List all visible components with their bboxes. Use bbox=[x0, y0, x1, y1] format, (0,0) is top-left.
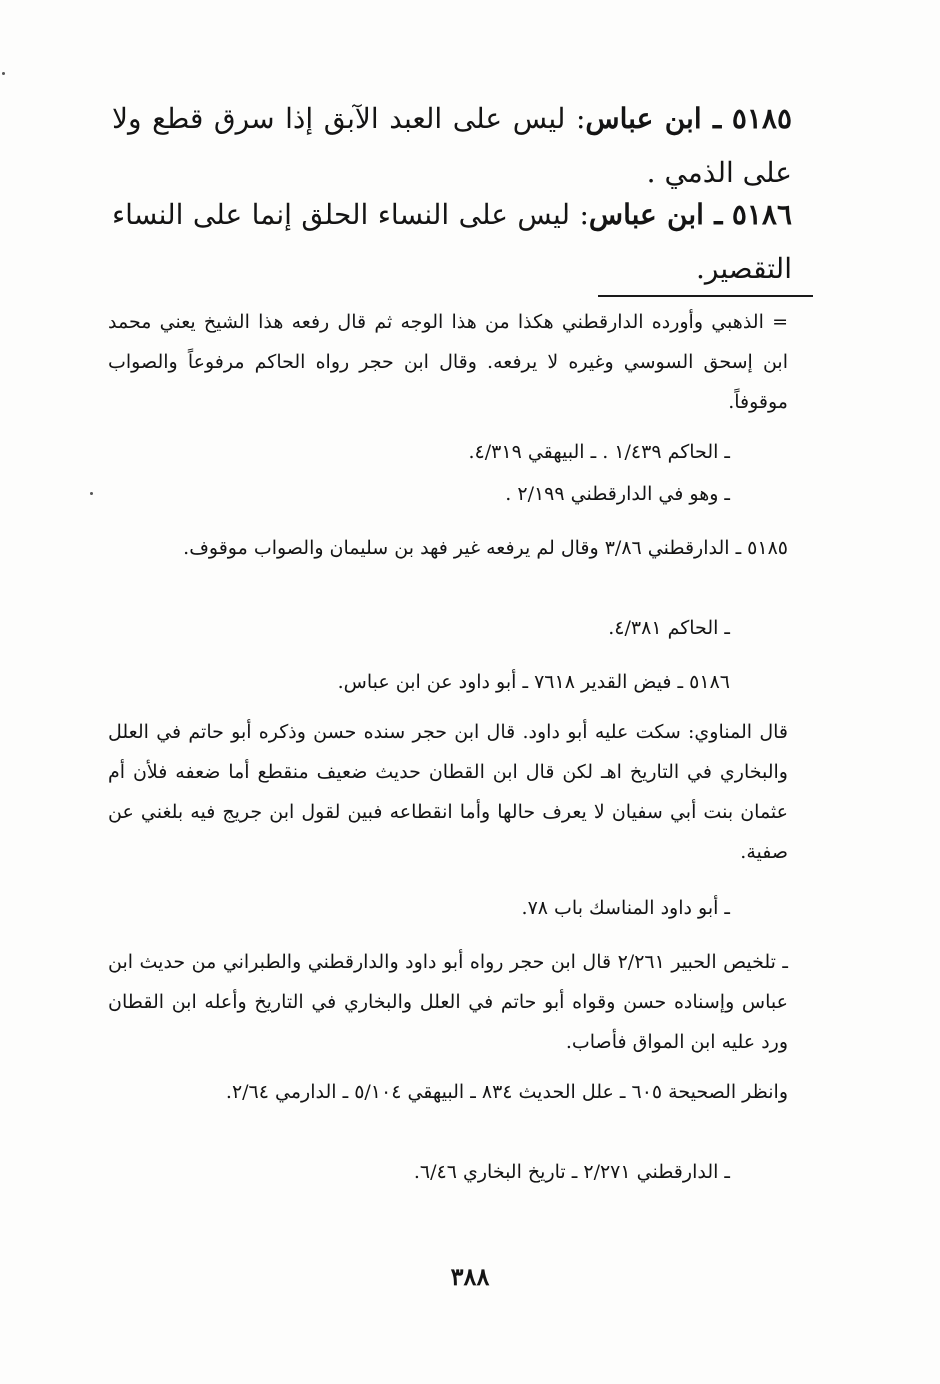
footnote-talkhis: ـ تلخيص الحبير ٢/٢٦١ قال ابن حجر رواه أبو داود والدارقطني والطبراني من حديث ابن عباس وإسناده حسن وقواه أبو حاتم في العلل والبخاري في التاريخ وأعله ابن القطان ورد عليه ابن المواق فأصاب. bbox=[108, 951, 788, 1053]
footnote-separator-rule bbox=[598, 295, 813, 297]
hadith-5185 bbox=[112, 92, 792, 200]
footnote-continuation: = الذهبي وأورده الدارقطني هكذا من هذا الوجه ثم قال رفعه هذا الشيخ يعني محمد ابن إسحق السوسي وغيره لا يرفعه. وقال ابن حجر رواه الحاكم مرفوعاً والصواب موقوفاً. bbox=[108, 311, 788, 413]
hadith-number: ٥١٨٦ bbox=[731, 198, 792, 231]
hadith-text: : ليس على النساء الحلق إنما على النساء التقصير. bbox=[112, 198, 792, 285]
footnote-reference: ـ الحاكم ١/٤٣٩ . ـ البيهقي ٤/٣١٩. bbox=[468, 441, 730, 463]
dash-separator: ـ bbox=[703, 198, 723, 231]
footnote-reference: ـ أبو داود المناسك باب ٧٨. bbox=[521, 897, 730, 919]
footnote-5186: ٥١٨٦ ـ فيض القدير ٧٦١٨ ـ أبو داود عن ابن عباس. bbox=[337, 671, 730, 693]
dash-separator: ـ bbox=[701, 102, 722, 135]
footnote-reference: ـ الدارقطني ٢/٢٧١ ـ تاريخ البخاري ٦/٤٦. bbox=[413, 1161, 730, 1183]
hadith-5186 bbox=[112, 188, 792, 296]
hadith-text: : ليس على العبد الآبق إذا سرق قطع ولا على الذمي . bbox=[112, 102, 792, 189]
hadith-number: ٥١٨٥ bbox=[731, 102, 792, 135]
footnote-5185: ٥١٨٥ ـ الدارقطني ٣/٨٦ وقال لم يرفعه غير فهد بن سليمان والصواب موقوف. bbox=[183, 537, 788, 559]
footnote-see-also: وانظر الصحيحة ٦٠٥ ـ علل الحديث ٨٣٤ ـ البيهقي ٥/١٠٤ ـ الدارمي ٢/٦٤. bbox=[225, 1081, 788, 1103]
footnote-reference: ـ الحاكم ٤/٣٨١. bbox=[608, 617, 730, 639]
scan-speck bbox=[90, 492, 93, 495]
page-number: ٣٨٨ bbox=[450, 1262, 490, 1291]
hadith-narrator: ابن عباس bbox=[585, 102, 702, 135]
footnote-reference: ـ وهو في الدارقطني ٢/١٩٩ . bbox=[505, 483, 730, 505]
hadith-narrator: ابن عباس bbox=[588, 198, 704, 231]
footnote-munawi: قال المناوي: سكت عليه أبو داود. قال ابن حجر سنده حسن وذكره أبو حاتم في العلل والبخاري في التاريخ اهـ لكن قال ابن القطان حديث ضعيف منقطع أما ضعفه فلأن أم عثمان بنت أبي سفيان لا يعرف حالها وأما انقطاعه فبين لقول ابن جريج فيه بلغني عن صفية. bbox=[108, 721, 788, 863]
scan-speck bbox=[2, 72, 5, 75]
